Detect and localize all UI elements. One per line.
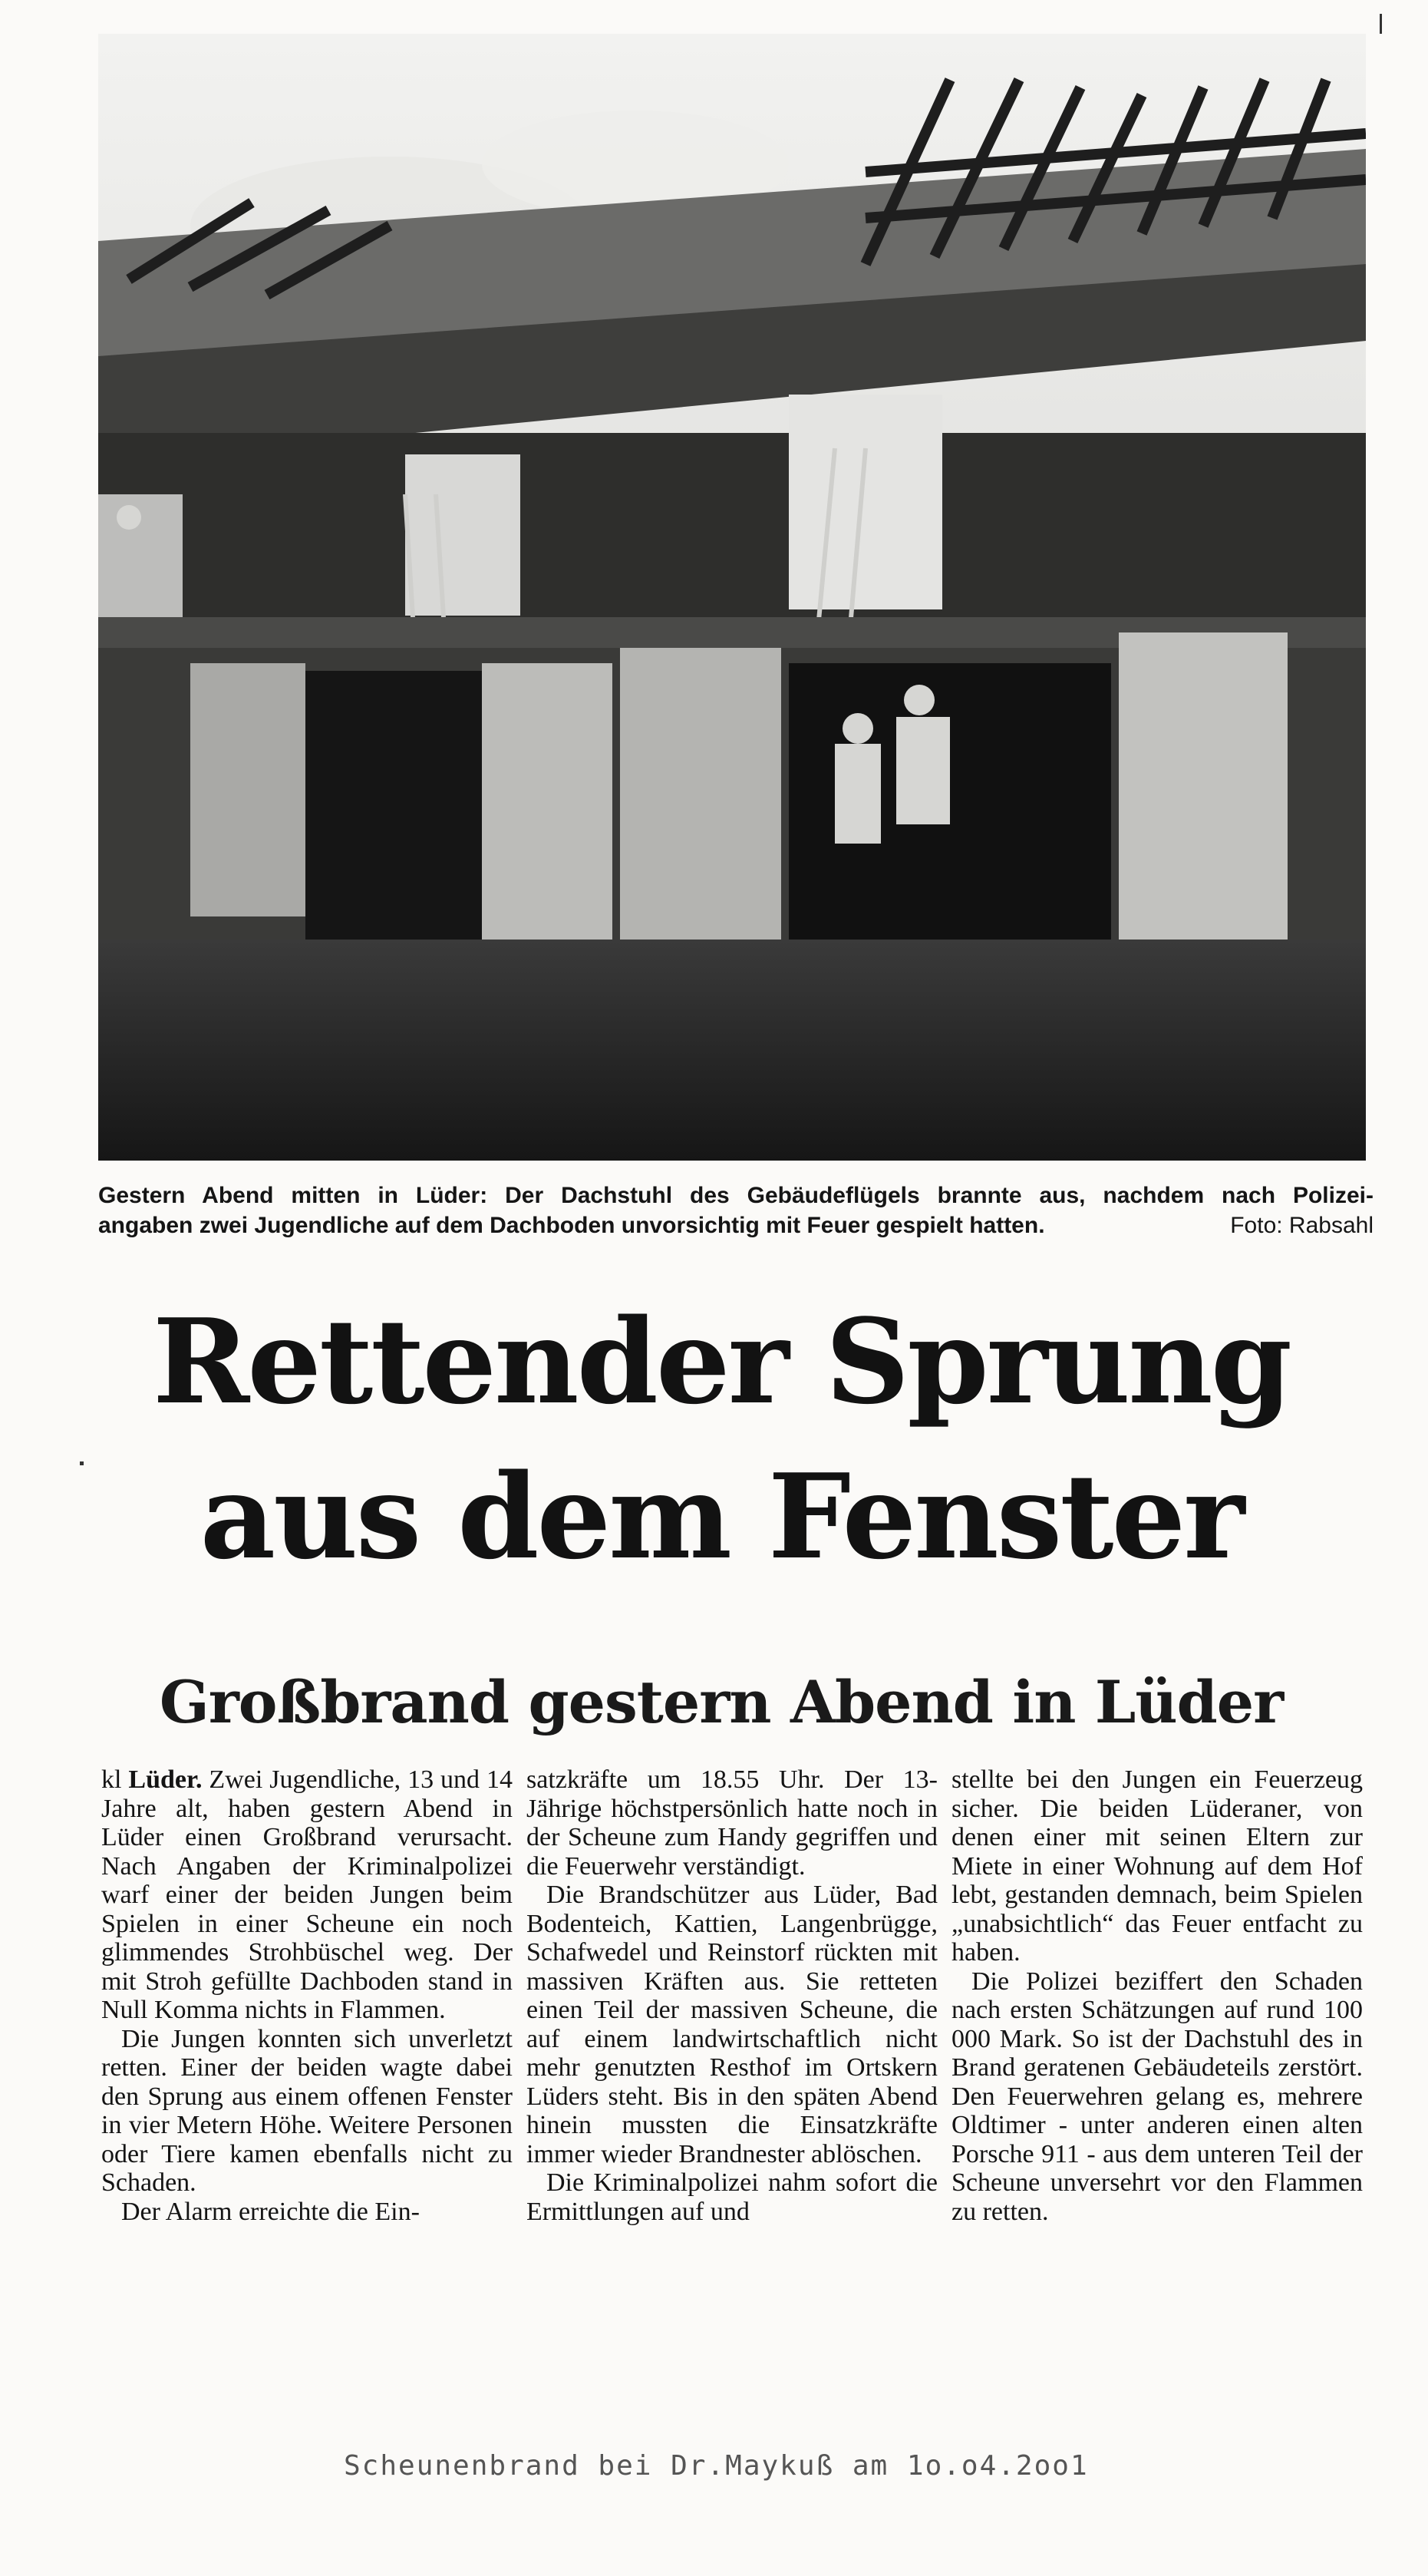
article-column-1 — [101, 1765, 513, 2226]
headline-line-2: aus dem Fenster — [200, 1448, 1243, 1585]
paragraph: satzkräfte um 18.55 Uhr. Der 13-Jährige höchstpersönlich hatte noch in der Scheune zum Handy gegriffen und die Feuerwehr verständigt. — [526, 1765, 938, 1881]
paragraph — [101, 1765, 513, 2025]
caption-line-2 — [98, 1210, 1374, 1240]
burning-barn-photo-icon — [98, 34, 1366, 1161]
headline-line-1: Rettender Sprung — [152, 1293, 1291, 1430]
dateline: Lüder. — [128, 1765, 203, 1794]
caption-line-2-text: angaben zwei Jugendliche auf dem Dachboden unvorsichtig mit Feuer gespielt hatten. — [98, 1213, 1045, 1238]
photo-caption — [98, 1181, 1374, 1240]
paragraph: Der Alarm erreichte die Ein- — [121, 2197, 420, 2226]
subheadline: Großbrand gestern Abend in Lüder — [159, 1668, 1284, 1736]
typed-note: Scheunenbrand bei Dr.Maykuß am 1o.o4.2oo1 — [344, 2450, 1089, 2482]
scan-mark — [80, 1461, 84, 1465]
byline: kl — [101, 1765, 122, 1794]
paragraph: Die Brandschützer aus Lüder, Bad Bodenteich, Kattien, Langenbrügge, Schafwedel und Reinstorf rückten mit massiven Kräften aus. Sie retteten einen Teil der massiven Scheune, die auf einem landwirtschaftlich nicht mehr genutzten Resthof im Ortskern Lüders steht. Bis in den späten Abend hinein mussten die Einsatzkräfte immer wieder Brandnester ablöschen. — [526, 1881, 938, 2168]
photo-credit: Foto: Rabsahl — [1230, 1213, 1374, 1238]
paragraph: Die Kriminalpolizei nahm sofort die Ermittlungen auf und — [526, 2168, 938, 2226]
paragraph-text: Zwei Jugendliche, 13 und 14 Jahre alt, haben gestern Abend in Lüder einen Großbrand verursacht. Nach Angaben der Kriminalpolizei warf einer der beiden Jungen beim Spielen in einer Scheune ein noch glimmendes Strohbüschel weg. Der mit Stroh gefüllte Dachboden stand in Null Komma nichts in Flammen. — [101, 1765, 513, 2024]
paragraph: Die Jungen konnten sich unverletzt retten. Einer der beiden wagte dabei den Sprung aus einem offenen Fenster in vier Metern Höhe. Weitere Personen oder Tiere kamen ebenfalls nicht zu Schaden. — [101, 2024, 513, 2197]
article-column-2 — [526, 1765, 938, 2226]
news-photo — [98, 34, 1366, 1161]
article-column-3 — [951, 1765, 1363, 2226]
scan-mark — [1380, 14, 1382, 34]
paragraph: stellte bei den Jungen ein Feuerzeug sicher. Die beiden Lüderaner, von denen einer mit seinen Eltern zur Miete in einer Wohnung auf dem Hof lebt, gestanden demnach, beim Spielen „unabsichtlich“ das Feuer entfacht zu haben. — [951, 1765, 1363, 1967]
paragraph: Die Polizei beziffert den Schaden nach ersten Schätzungen auf rund 100 000 Mark. So ist der Dachstuhl des in Brand geratenen Gebäudeteils zerstört. Den Feuerwehren gelang es, mehrere Oldtimer - unter anderen einen alten Porsche 911 - aus dem unteren Teil der Scheune unversehrt vor den Flammen zu retten. — [951, 1967, 1363, 2226]
caption-line-1: Gestern Abend mitten in Lüder: Der Dachstuhl des Gebäudeflügels brannte aus, nachdem nach Polizei- — [98, 1183, 1374, 1208]
